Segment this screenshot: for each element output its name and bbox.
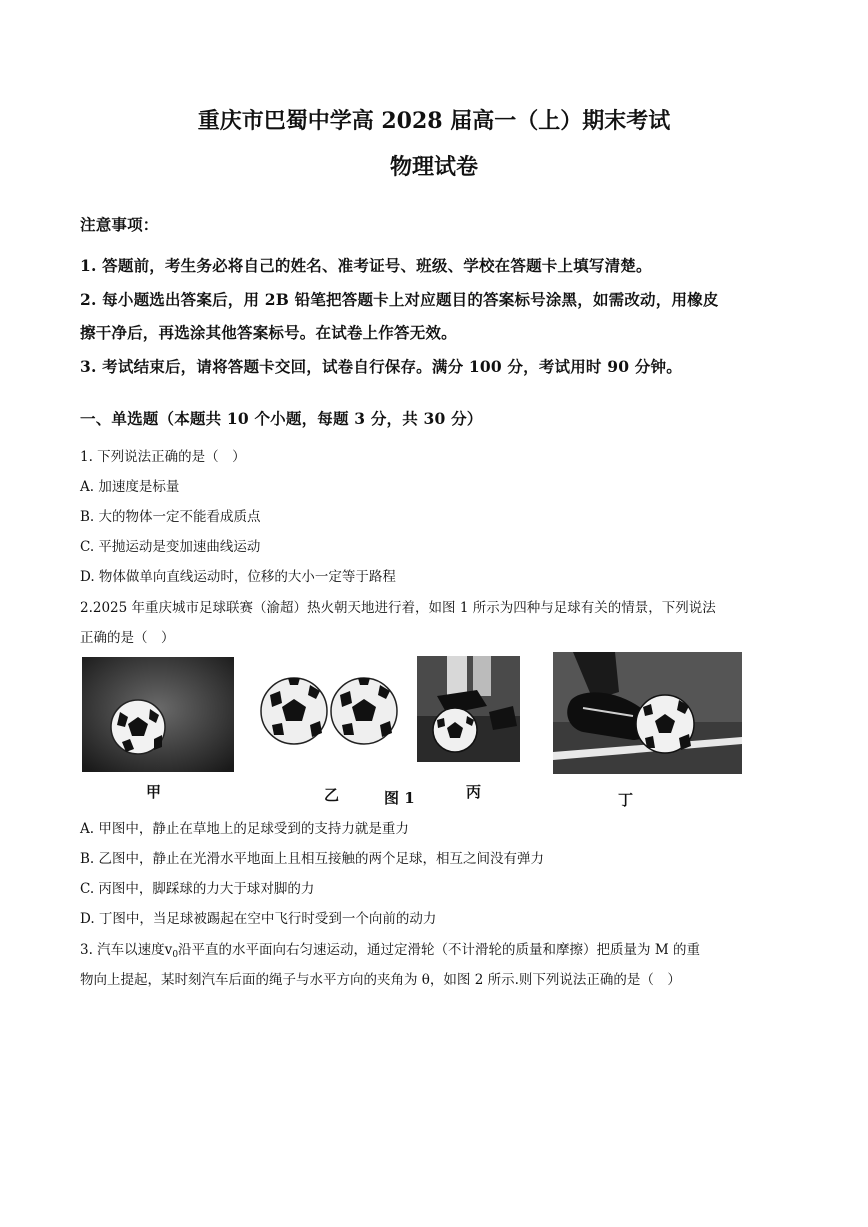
notice-item-2-line1: 2. 每小题选出答案后，用 2B 铅笔把答题卡上对应题目的答案标号涂黑，如需改动，用橡皮 xyxy=(80,290,719,309)
q3-stem-post: 沿平直的水平面向右匀速运动，通过定滑轮（不计滑轮的质量和摩擦）把质量为 M 的重 xyxy=(178,942,700,958)
q1-option-b: B. 大的物体一定不能看成质点 xyxy=(80,509,261,525)
q2-option-a: A. 甲图中，静止在草地上的足球受到的支持力就是重力 xyxy=(80,821,409,837)
notice-item-2-line2: 擦干净后，再选涂其他答案标号。在试卷上作答无效。 xyxy=(80,323,457,342)
figure-yi-photo xyxy=(258,673,400,749)
q3-velocity-subscript: 0 xyxy=(172,950,179,960)
q2-stem-line1: 2.2025 年重庆城市足球联赛（渝超）热火朝天地进行着，如图 1 所示为四种与足球有关的情景，下列说法 xyxy=(80,600,716,616)
q1-stem: 1. 下列说法正确的是（ ） xyxy=(80,449,246,465)
figure-label-bing: 丙 xyxy=(466,783,482,801)
notice-heading: 注意事项： xyxy=(80,215,159,234)
page-subtitle: 物理试卷 xyxy=(389,154,478,180)
q1-option-d: D. 物体做单向直线运动时，位移的大小一定等于路程 xyxy=(80,569,396,585)
figure-jia-photo xyxy=(82,657,234,772)
q2-option-b: B. 乙图中，静止在光滑水平地面上且相互接触的两个足球，相互之间没有弹力 xyxy=(80,851,545,867)
q1-option-a: A. 加速度是标量 xyxy=(80,479,180,495)
q3-stem-line2: 物向上提起，某时刻汽车后面的绳子与水平方向的夹角为 θ，如图 2 所示.则下列说法正确的是（ ） xyxy=(80,972,681,988)
notice-item-1: 1. 答题前，考生务必将自己的姓名、准考证号、班级、学校在答题卡上填写清楚。 xyxy=(80,256,652,275)
section-heading: 一、单选题（本题共 10 个小题，每题 3 分，共 30 分） xyxy=(80,409,483,428)
notice-item-3: 3. 考试结束后，请将答题卡交回，试卷自行保存。满分 100 分，考试用时 90 分钟。 xyxy=(80,357,682,376)
figure-label-jia: 甲 xyxy=(146,783,162,801)
q3-velocity-symbol: v xyxy=(164,942,173,958)
q2-stem-line2: 正确的是（ ） xyxy=(80,630,175,646)
figure-bing-photo xyxy=(417,656,520,762)
figure-label-ding: 丁 xyxy=(618,791,634,809)
figure-label-yi: 乙 xyxy=(324,786,340,804)
q2-option-d: D. 丁图中，当足球被踢起在空中飞行时受到一个向前的动力 xyxy=(80,911,437,927)
q2-option-c: C. 丙图中，脚踩球的力大于球对脚的力 xyxy=(80,881,315,897)
page-title: 重庆市巴蜀中学高 2028 届高一（上）期末考试 xyxy=(197,108,671,134)
figure-ding-photo xyxy=(553,652,742,774)
q1-option-c: C. 平抛运动是变加速曲线运动 xyxy=(80,539,261,555)
q3-stem-pre: 3. 汽车以速度 xyxy=(80,942,165,958)
figure-caption: 图 1 xyxy=(384,789,415,807)
q3-stem-line1 xyxy=(80,938,700,960)
